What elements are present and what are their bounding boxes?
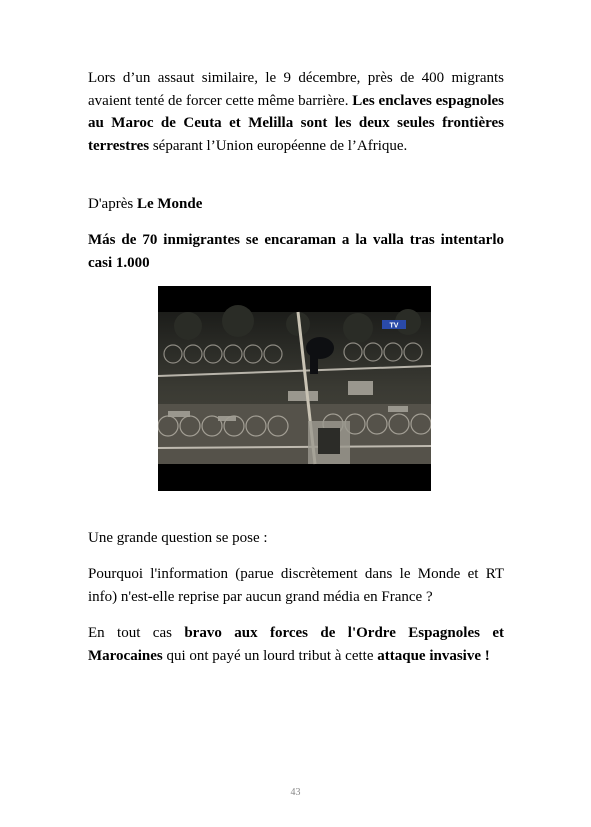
border-fence-photo bbox=[158, 286, 431, 491]
spanish-headline: Más de 70 inmigrantes se encaraman a la valla tras intentarlo casi 1.000 bbox=[88, 232, 504, 271]
source-line bbox=[88, 193, 504, 216]
closing-paragraph bbox=[88, 622, 504, 667]
paragraph-assault-text: Lors d’un assaut similaire, le 9 décembre, près de 400 migrants avaient tenté de forcer cette même barrière. bbox=[88, 70, 504, 109]
source-prefix: D'après bbox=[88, 196, 137, 212]
question-intro: Une grande question se pose : bbox=[88, 530, 268, 546]
paragraph-assault-end: séparant l’Union européenne de l’Afrique. bbox=[149, 137, 408, 154]
paragraph-assault bbox=[88, 67, 504, 157]
closing-bold-forces: bravo aux forces de l'Ordre Espagnoles et Marocaines bbox=[88, 625, 504, 664]
closing-text-c: qui ont payé un lourd tribut à cette bbox=[162, 647, 378, 664]
paragraph-assault-bold: Les enclaves espagnoles au Maroc de Ceuta et Melilla sont les deux seules frontières terrestres bbox=[88, 92, 504, 154]
question-paragraph: Pourquoi l'information (parue discrètement dans le Monde et RT info) n'est-elle reprise par aucun grand média en France ? bbox=[88, 566, 504, 605]
closing-text-a: En tout cas bbox=[88, 625, 185, 641]
page-number: 43 bbox=[290, 787, 301, 798]
watermark-logo: TV bbox=[389, 322, 399, 330]
source-name: Le Monde bbox=[136, 196, 203, 212]
closing-bold-attack: attaque invasive ! bbox=[377, 647, 490, 664]
